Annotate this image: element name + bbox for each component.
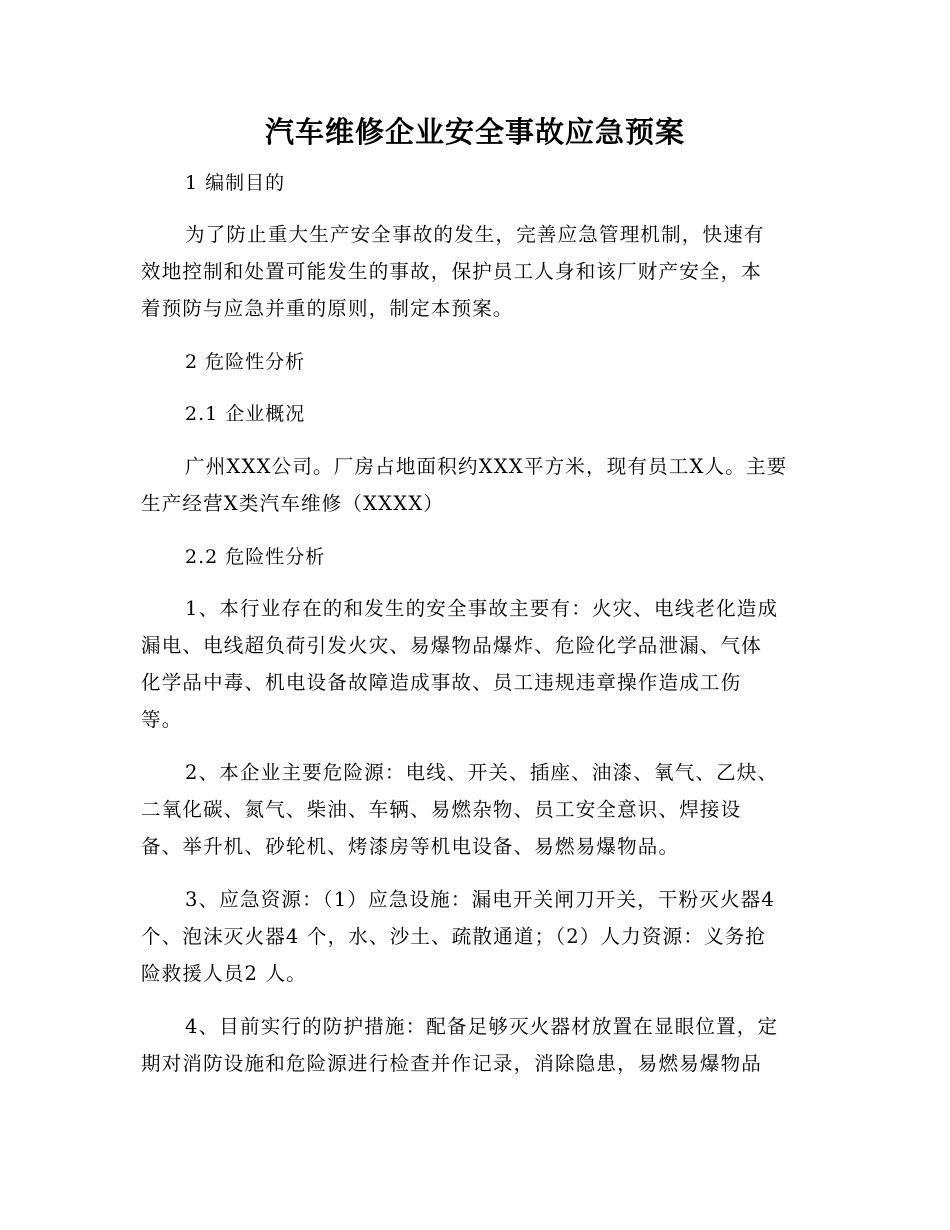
paragraph-line: 4、目前实行的防护措施：配备足够灭火器材放置在显眼位置，定: [185, 1015, 779, 1038]
section-heading-2: 2 危险性分析: [185, 351, 306, 373]
paragraph-line: 1、本行业存在的和发生的安全事故主要有：火灾、电线老化造成: [185, 597, 779, 620]
paragraph-line: 险救援人员2 人。: [141, 962, 307, 985]
section-heading-2-1: 2.1 企业概况: [185, 403, 306, 425]
paragraph-line: 期对消防设施和危险源进行检查并作记录，消除隐患，易燃易爆物品: [141, 1052, 763, 1075]
section-heading-2-2: 2.2 危险性分析: [185, 546, 326, 568]
paragraph-line: 3、应急资源：（1）应急设施：漏电开关闸刀开关，干粉灭火器4: [185, 888, 775, 911]
paragraph-line: 等。: [141, 708, 183, 731]
paragraph-line: 二氧化碳、氮气、柴油、车辆、易燃杂物、员工安全意识、焊接设: [141, 798, 742, 821]
document-title: 汽车维修企业安全事故应急预案: [264, 115, 685, 149]
section-heading-1: 1 编制目的: [185, 172, 286, 194]
paragraph-line: 生产经营X类汽车维修（XXXX）: [141, 492, 445, 515]
paragraph-line: 着预防与应急并重的原则，制定本预案。: [141, 297, 514, 320]
paragraph-line: 漏电、电线超负荷引发火灾、易爆物品爆炸、危险化学品泄漏、气体: [141, 634, 763, 657]
paragraph-line: 为了防止重大生产安全事故的发生，完善应急管理机制，快速有: [185, 223, 765, 246]
paragraph-line: 个、泡沫灭火器4 个，水、沙土、疏散通道；（2）人力资源：义务抢: [141, 925, 767, 948]
paragraph-line: 2、本企业主要危险源：电线、开关、插座、油漆、氧气、乙炔、: [185, 761, 779, 784]
paragraph-line: 备、举升机、砂轮机、烤漆房等机电设备、易燃易爆物品。: [141, 835, 680, 858]
paragraph-line: 广州XXX公司。厂房占地面积约XXX平方米，现有员工X人。主要: [185, 455, 788, 478]
paragraph-line: 化学品中毒、机电设备故障造成事故、员工违规违章操作造成工伤: [141, 671, 742, 694]
paragraph-line: 效地控制和处置可能发生的事故，保护员工人身和该厂财产安全，本: [141, 260, 763, 283]
